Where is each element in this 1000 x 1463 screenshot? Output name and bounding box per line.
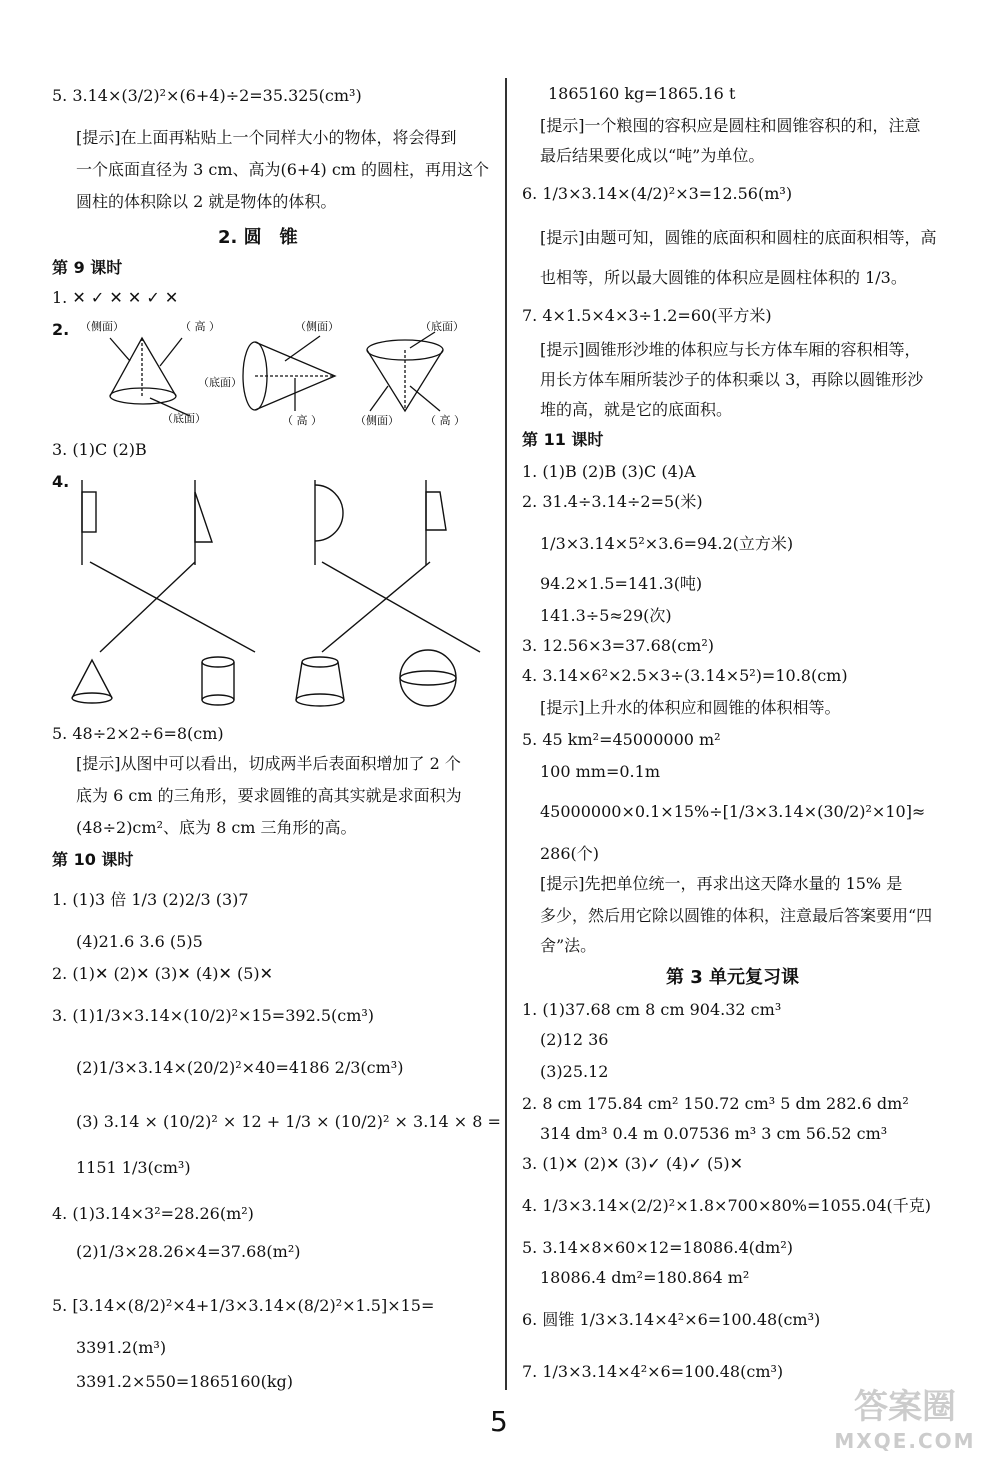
- answer-line: 18086.4 dm²=180.864 m²: [540, 1268, 750, 1287]
- hint-line: 底为 6 cm 的三角形，要求圆锥的高其实就是求面积为: [76, 786, 462, 805]
- answer-line: (2)12 36: [540, 1030, 609, 1049]
- answer-line: 6. 圆锥 1/3×3.14×4²×6=100.48(cm³): [522, 1310, 821, 1329]
- hint-line: [提示]先把单位统一，再求出这天降水量的 15% 是: [540, 874, 903, 893]
- answer-line: 5. 45 km²=45000000 m²: [522, 730, 721, 749]
- answer-line: 5. 3.14×8×60×12=18086.4(dm²): [522, 1238, 793, 1257]
- watermark-url: MXQE.COM: [834, 1429, 976, 1453]
- answer-line: (2)1/3×3.14×(20/2)²×40=4186 2/3(cm³): [76, 1058, 404, 1077]
- answer-line: 5. [3.14×(8/2)²×4+1/3×3.14×(8/2)²×1.5]×15=: [52, 1296, 435, 1315]
- answer-line: 141.3÷5≈29(次): [540, 606, 672, 625]
- answer-line: 100 mm=0.1m: [540, 762, 660, 781]
- answer-line: 2. 31.4÷3.14÷2=5(米): [522, 492, 703, 511]
- question-number: 2.: [52, 320, 70, 339]
- answer-line: (3) 3.14 × (10/2)² × 12 + 1/3 × (10/2)² × 3.14 × 8 =: [76, 1112, 501, 1131]
- answer-line: 1. ✕ ✓ ✕ ✕ ✓ ✕: [52, 288, 179, 307]
- cone-1: [110, 338, 190, 416]
- answer-line: 4. 3.14×6²×2.5×3÷(3.14×5²)=10.8(cm): [522, 666, 848, 685]
- answer-line: 4. (1)3.14×3²=28.26(m²): [52, 1204, 254, 1223]
- rotation-matching-diagram: [60, 470, 500, 720]
- answer-line: 5. 48÷2×2÷6=8(cm): [52, 724, 224, 743]
- answer-line: 1. (1)B (2)B (3)C (4)A: [522, 462, 696, 481]
- section-title: 第 3 单元复习课: [666, 967, 800, 988]
- label-text: （侧面）: [295, 320, 339, 333]
- hint-line: 一个底面直径为 3 cm、高为(6+4) cm 的圆柱，再用这个: [76, 160, 490, 179]
- lesson-heading: 第 9 课时: [52, 258, 123, 277]
- hint-line: (48÷2)cm²、底为 8 cm 三角形的高。: [76, 818, 357, 837]
- answer-line: 3. (1)C (2)B: [52, 440, 147, 459]
- label-text: （ 高 ）: [425, 414, 465, 427]
- answer-line: (3)25.12: [540, 1062, 609, 1081]
- answer-line: 5. 3.14×(3/2)²×(6+4)÷2=35.325(cm³): [52, 86, 362, 105]
- answer-line: 3. (1)1/3×3.14×(10/2)²×15=392.5(cm³): [52, 1006, 375, 1025]
- hint-line: 用长方体车厢所装沙子的体积乘以 3，再除以圆锥形沙: [540, 370, 924, 389]
- hint-line: 堆的高，就是它的底面积。: [540, 400, 733, 419]
- answer-line: 1/3×3.14×5²×3.6=94.2(立方米): [540, 534, 794, 553]
- lesson-heading: 第 10 课时: [52, 850, 134, 869]
- label-text: （底面）: [420, 320, 464, 333]
- cone-2: [243, 336, 335, 411]
- column-divider: [505, 78, 507, 1390]
- hint-line: [提示]在上面再粘贴上一个同样大小的物体，将会得到: [76, 128, 457, 147]
- answer-line: 1151 1/3(cm³): [76, 1158, 191, 1177]
- hint-line: [提示]由题可知，圆锥的底面积和圆柱的底面积相等，高: [540, 228, 937, 247]
- watermark-text: 答案圈: [854, 1387, 956, 1427]
- answer-line: 1. (1)37.68 cm 8 cm 904.32 cm³: [522, 1000, 782, 1019]
- hint-line: 舍”法。: [540, 936, 597, 955]
- answer-line: 4. 1/3×3.14×(2/2)²×1.8×700×80%=1055.04(千克): [522, 1196, 932, 1215]
- answer-line: 45000000×0.1×15%÷[1/3×3.14×(30/2)²×10]≈: [540, 802, 926, 821]
- hint-line: 最后结果要化成以“吨”为单位。: [540, 146, 765, 165]
- cone-3: [367, 332, 443, 411]
- label-text: （底面）: [198, 376, 242, 389]
- label-text: （ 高 ）: [180, 320, 220, 333]
- answer-line: 2. (1)✕ (2)✕ (3)✕ (4)✕ (5)✕: [52, 964, 274, 983]
- answer-line: 3. 12.56×3=37.68(cm²): [522, 636, 714, 655]
- label-text: （底面）: [162, 412, 206, 425]
- label-text: （侧面）: [80, 320, 124, 333]
- answer-line: 3. (1)✕ (2)✕ (3)✓ (4)✓ (5)✕: [522, 1154, 744, 1173]
- page-number: 5: [490, 1405, 508, 1438]
- question-number: 4.: [52, 472, 70, 491]
- answer-line: 6. 1/3×3.14×(4/2)²×3=12.56(m³): [522, 184, 793, 203]
- answer-line: (4)21.6 3.6 (5)5: [76, 932, 203, 951]
- cone-parts-diagram: [70, 316, 500, 436]
- hint-line: 也相等，所以最大圆锥的体积应是圆柱体积的 1/3。: [540, 268, 907, 287]
- answer-line: 1865160 kg=1865.16 t: [548, 84, 736, 103]
- watermark: [820, 1387, 990, 1458]
- answer-line: 7. 1/3×3.14×4²×6=100.48(cm³): [522, 1362, 784, 1381]
- section-title: 2. 圆 锥: [218, 227, 298, 248]
- answer-line: 94.2×1.5=141.3(吨): [540, 574, 703, 593]
- answer-line: 314 dm³ 0.4 m 0.07536 m³ 3 cm 56.52 cm³: [540, 1124, 888, 1143]
- hint-line: [提示]从图中可以看出，切成两半后表面积增加了 2 个: [76, 754, 461, 773]
- answer-line: 3391.2×550=1865160(kg): [76, 1372, 294, 1391]
- label-text: （侧面）: [355, 414, 399, 427]
- hint-line: [提示]一个粮囤的容积应是圆柱和圆锥容积的和，注意: [540, 116, 921, 135]
- lesson-heading: 第 11 课时: [522, 430, 604, 449]
- answer-line: (2)1/3×28.26×4=37.68(m²): [76, 1242, 301, 1261]
- hint-line: [提示]圆锥形沙堆的体积应与长方体车厢的容积相等，: [540, 340, 921, 359]
- answer-line: 7. 4×1.5×4×3÷1.2=60(平方米): [522, 306, 772, 325]
- label-text: （ 高 ）: [282, 414, 322, 427]
- answer-line: 1. (1)3 倍 1/3 (2)2/3 (3)7: [52, 890, 249, 909]
- answer-line: 2. 8 cm 175.84 cm² 150.72 cm³ 5 dm 282.6 dm²: [522, 1094, 909, 1113]
- hint-line: 多少，然后用它除以圆锥的体积，注意最后答案要用“四: [540, 906, 933, 925]
- hint-line: [提示]上升水的体积应和圆锥的体积相等。: [540, 698, 841, 717]
- answer-line: 3391.2(m³): [76, 1338, 167, 1357]
- answer-line: 286(个): [540, 844, 600, 863]
- hint-line: 圆柱的体积除以 2 就是物体的体积。: [76, 192, 337, 211]
